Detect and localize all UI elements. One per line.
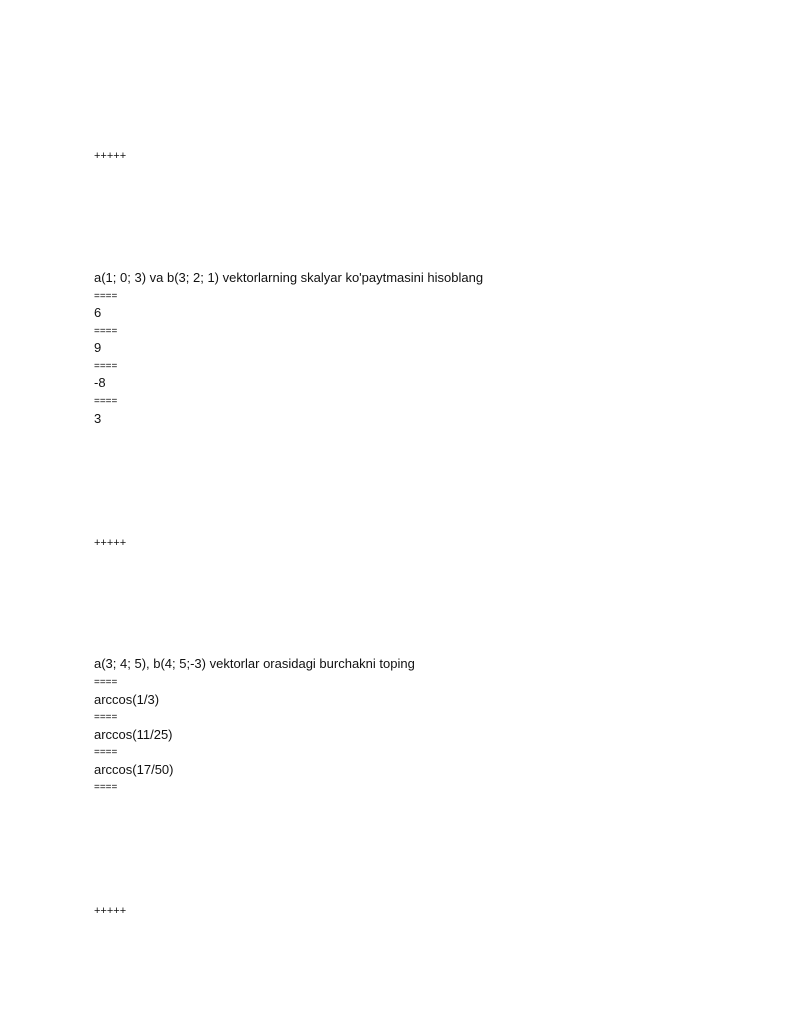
- question-2-text: a(3; 4; 5), b(4; 5;-3) vektorlar orasidagi burchakni toping: [94, 656, 415, 671]
- divider: +++++: [94, 150, 127, 162]
- question-2-option-2: arccos(11/25): [94, 727, 173, 742]
- question-2-separator: ====: [94, 677, 118, 688]
- question-1-separator: ====: [94, 361, 118, 372]
- question-1-text: a(1; 0; 3) va b(3; 2; 1) vektorlarning skalyar ko'paytmasini hisoblang: [94, 270, 484, 285]
- divider: +++++: [94, 905, 127, 917]
- divider: +++++: [94, 537, 127, 549]
- question-1-separator: ====: [94, 326, 118, 337]
- question-1-option-2: 9: [94, 340, 102, 355]
- question-1-option-4: 3: [94, 411, 102, 426]
- question-1-separator: ====: [94, 291, 118, 302]
- question-2-separator: ====: [94, 712, 118, 723]
- question-2-option-3: arccos(17/50): [94, 762, 174, 777]
- question-1-option-1: 6: [94, 305, 102, 320]
- question-1-option-3: -8: [94, 375, 106, 390]
- question-2-separator: ====: [94, 782, 118, 793]
- question-2-separator: ====: [94, 747, 118, 758]
- question-2-option-1: arccos(1/3): [94, 692, 160, 707]
- question-1-separator: ====: [94, 396, 118, 407]
